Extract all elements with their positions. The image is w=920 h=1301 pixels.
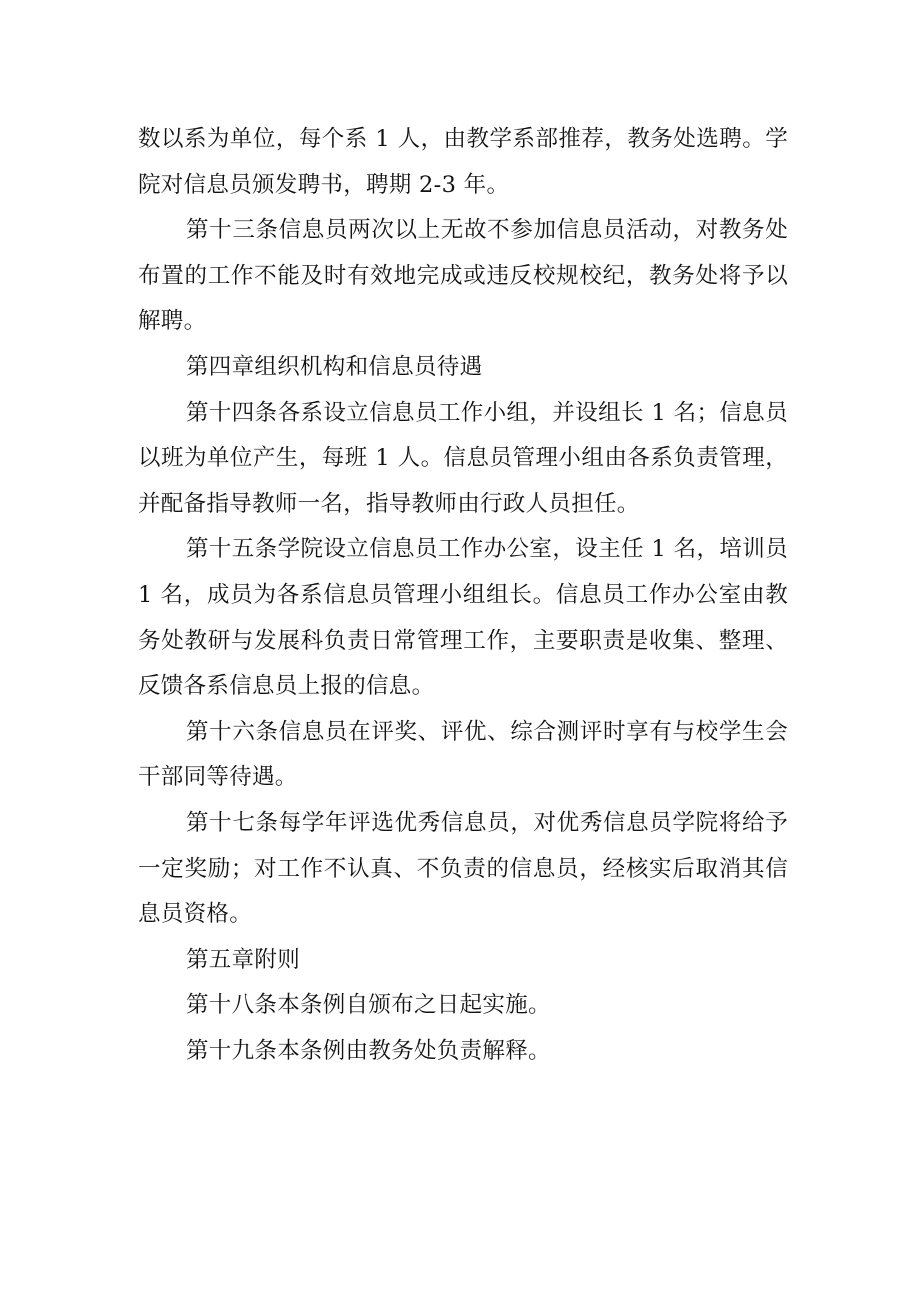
chapter-4-heading: 第四章组织机构和信息员待遇 [186, 353, 483, 380]
paragraph-continuation: 数以系为单位，每个系 1 人，由教学系部推荐，教务处选聘。学院对信息员颁发聘书，聘期 2-3 年。 [138, 126, 788, 198]
article-14: 第十四条各系设立信息员工作小组，并设组长 1 名；信息员以班为单位产生，每班 1 人。信息员管理小组由各系负责管理，并配备指导教师一名，指导教师由行政人员担任。 [138, 399, 788, 517]
chapter-5-heading: 第五章附则 [186, 946, 301, 973]
article-18: 第十八条本条例自颁布之日起实施。 [186, 992, 551, 1019]
article-13: 第十三条信息员两次以上无故不参加信息员活动，对教务处布置的工作不能及时有效地完成或违反校规校纪，教务处将予以解聘。 [138, 217, 788, 335]
document-body [138, 117, 788, 1074]
article-19: 第十九条本条例由教务处负责解释。 [186, 1037, 551, 1064]
article-15: 第十五条学院设立信息员工作办公室，设主任 1 名，培训员 1 名，成员为各系信息员管理小组组长。信息员工作办公室由教务处教研与发展科负责日常管理工作，主要职责是收集、整理、反馈各系信息员上报的信息。 [138, 536, 788, 700]
article-17: 第十七条每学年评选优秀信息员，对优秀信息员学院将给予一定奖励；对工作不认真、不负责的信息员，经核实后取消其信息员资格。 [138, 809, 788, 928]
article-16: 第十六条信息员在评奖、评优、综合测评时享有与校学生会干部同等待遇。 [138, 718, 788, 791]
